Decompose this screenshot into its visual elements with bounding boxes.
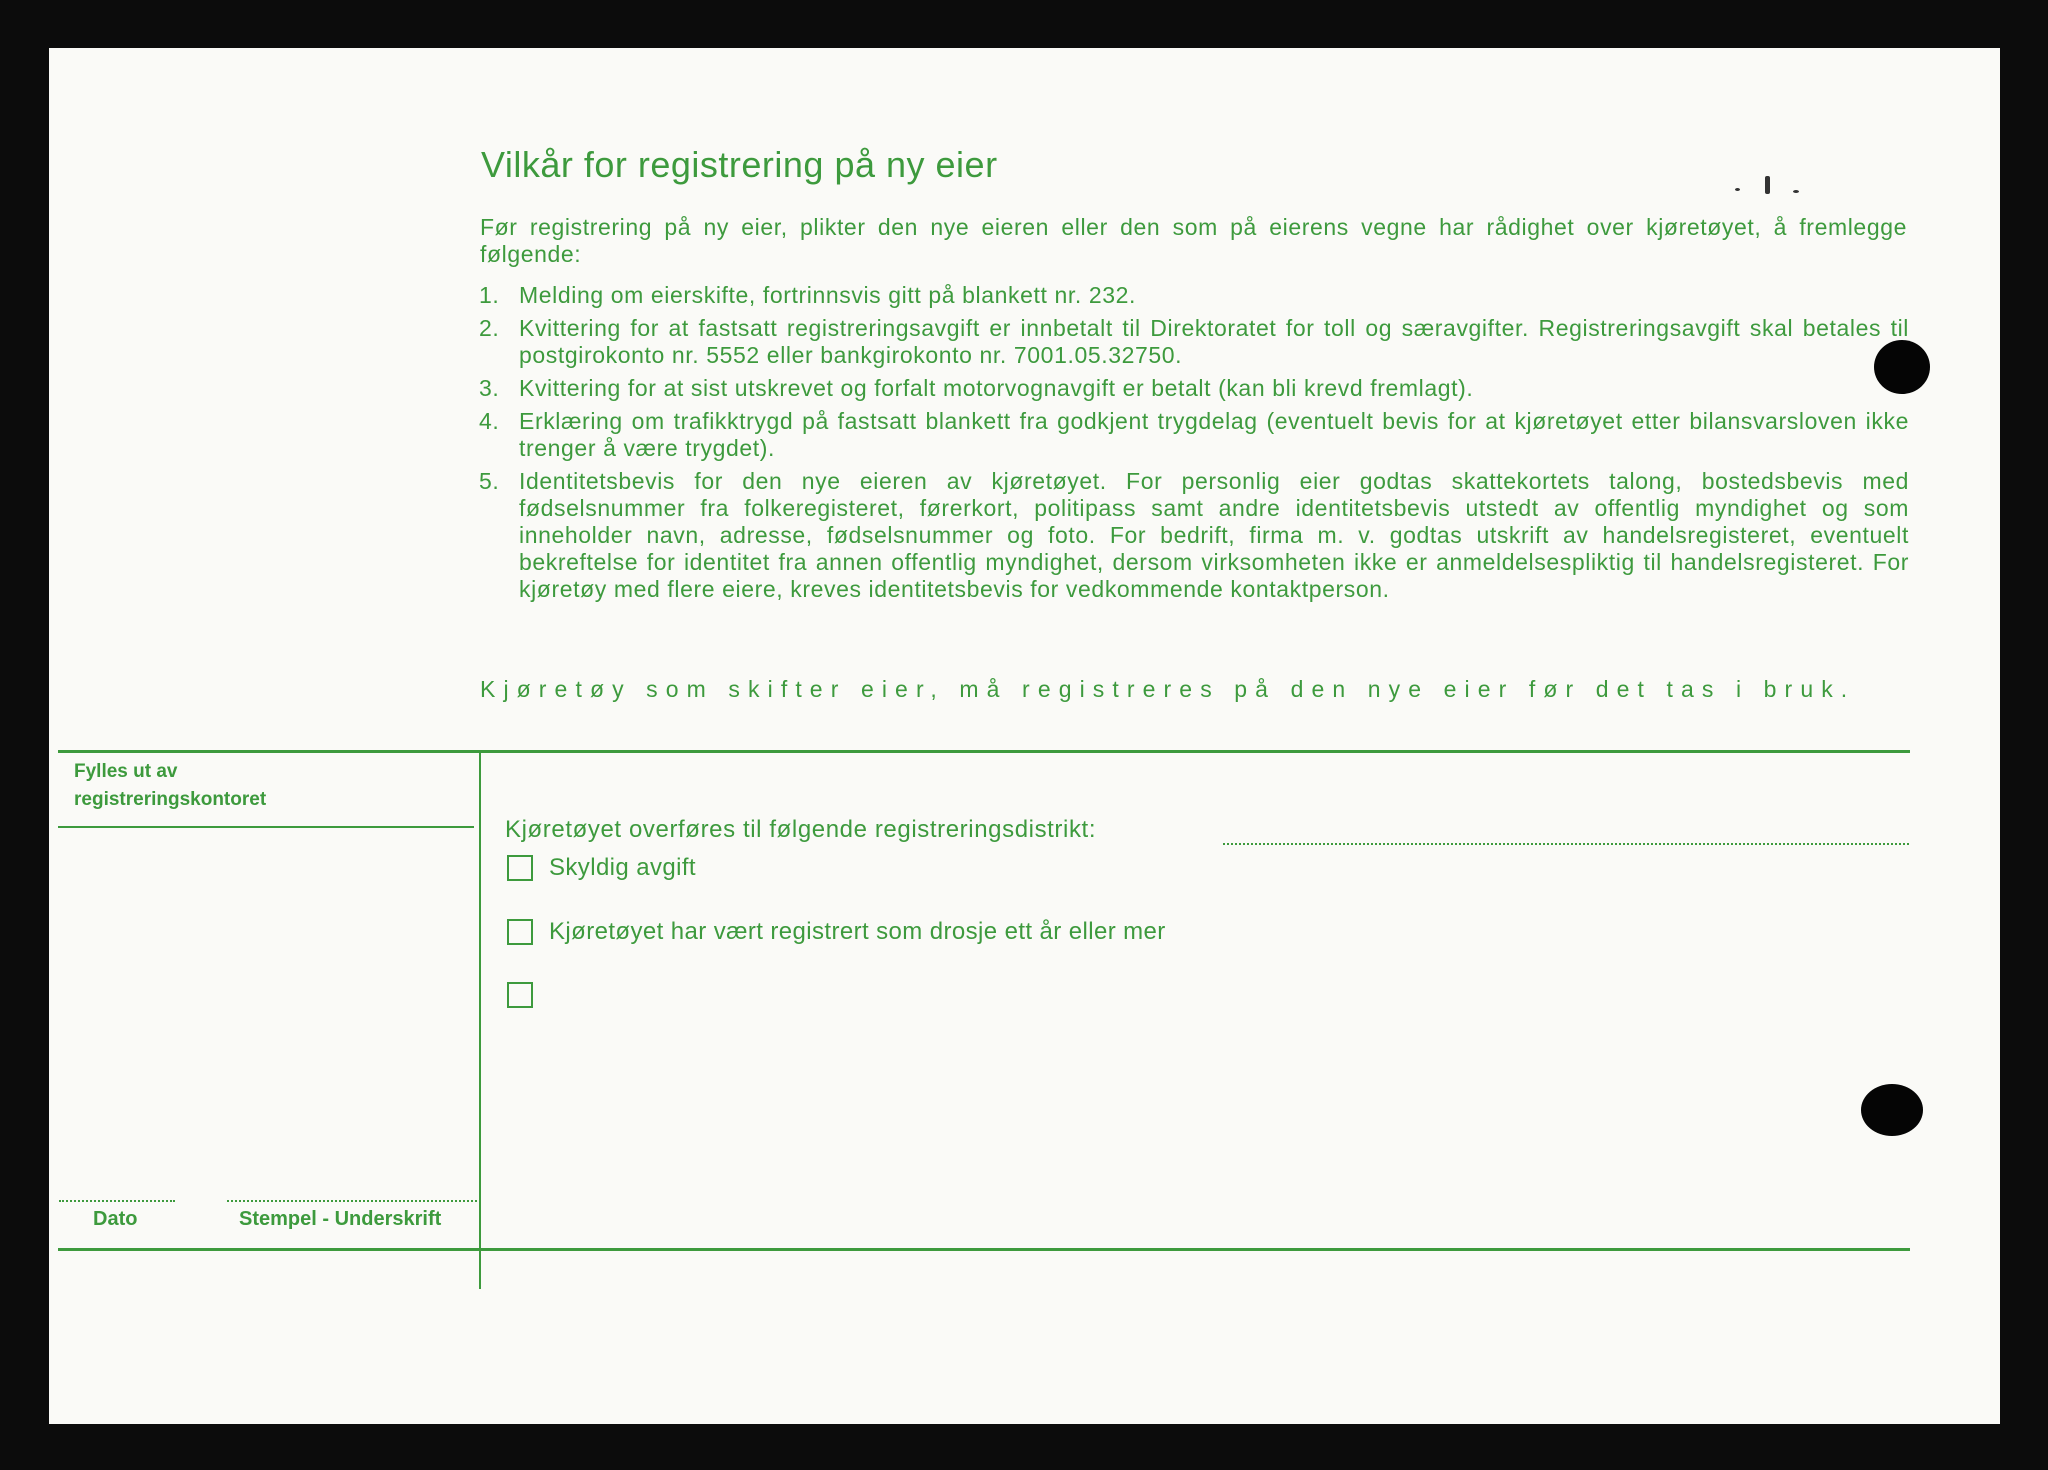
checkbox-row-drosje[interactable] xyxy=(507,918,1166,946)
list-item xyxy=(479,408,1909,462)
list-item-number: 3. xyxy=(479,375,500,401)
checkbox-label: Skyldig avgift xyxy=(549,854,696,881)
stamp-signature-line[interactable] xyxy=(227,1200,477,1202)
date-label: Dato xyxy=(93,1208,138,1230)
column-divider xyxy=(479,751,481,1289)
ink-speck xyxy=(1793,190,1799,193)
office-label-rule xyxy=(58,826,474,828)
office-label-line1: Fylles ut av xyxy=(74,761,178,782)
stamp-label: Stempel - Underskrift xyxy=(239,1208,442,1230)
checkbox[interactable] xyxy=(507,982,533,1008)
punch-hole-upper xyxy=(1874,340,1930,394)
bottom-rule xyxy=(58,1248,1910,1251)
list-item-text: Melding om eierskifte, fortrinnsvis gitt på blankett nr. 232. xyxy=(519,282,1136,308)
list-item-text: Kvittering for at fastsatt registreringsavgift er innbetalt til Direktoratet for toll og særavgifter. Registreringsavgift skal betales til postgirokonto nr. 5552 eller bankgirokonto nr. 7001.05.32750. xyxy=(519,315,1909,368)
checkbox-label: Kjøretøyet har vært registrert som drosje ett år eller mer xyxy=(549,918,1166,945)
closing-notice: Kjøretøy som skifter eier, må registreres på den nye eier før det tas i bruk. xyxy=(480,676,1856,702)
list-item-number: 1. xyxy=(479,282,500,308)
list-item xyxy=(479,315,1909,369)
list-item-text: Kvittering for at sist utskrevet og forfalt motorvognavgift er betalt (kan bli krevd fremlagt). xyxy=(519,375,1474,401)
list-item xyxy=(479,468,1909,603)
checkbox[interactable] xyxy=(507,855,533,881)
list-item-number: 4. xyxy=(479,408,500,434)
list-item-text: Erklæring om trafikktrygd på fastsatt blankett fra godkjent trygdelag (eventuelt bevis for at kjøretøyet etter bilansvarsloven ikke trenger å være trygdet). xyxy=(519,408,1909,461)
ink-speck xyxy=(1735,188,1740,191)
office-label xyxy=(74,758,266,814)
list-item xyxy=(479,375,1909,402)
list-item-text: Identitetsbevis for den nye eieren av kjøretøyet. For personlig eier godtas skattekortets talong, bostedsbevis med fødselsnummer fra folkeregisteret, førerkort, politipass samt andre identitetsbevis utstedt av offentlig myndighet og som inneholder navn, adresse, fødselsnummer og foto. For bedrift, firma m. v. godtas utskrift av handelsregisteret, eventuelt bekreftelse for identitet fra annen offentlig myndighet, dersom virksomheten ikke er anmeldelsespliktig til handelsregisteret. For kjøretøy med flere eiere, kreves identitetsbevis for vedkommende kontaktperson. xyxy=(519,468,1909,602)
office-label-line2: registreringskontoret xyxy=(74,789,267,810)
intro-paragraph: Før registrering på ny eier, plikter den nye eieren eller den som på eierens vegne har rådighet over kjøretøyet, å fremlegge følgende: xyxy=(480,214,1907,267)
punch-hole-lower xyxy=(1861,1084,1923,1136)
district-label: Kjøretøyet overføres til følgende registreringsdistrikt: xyxy=(505,816,1097,843)
district-input-line[interactable] xyxy=(1223,843,1909,845)
date-signature-line[interactable] xyxy=(59,1200,175,1202)
page-title: Vilkår for registrering på ny eier xyxy=(481,144,998,185)
requirements-list xyxy=(479,282,1909,609)
top-rule xyxy=(58,750,1910,753)
list-item xyxy=(479,282,1909,309)
list-item-number: 5. xyxy=(479,468,500,494)
checkbox-row-skyldig-avgift[interactable] xyxy=(507,854,696,882)
checkbox[interactable] xyxy=(507,919,533,945)
checkbox-row-blank[interactable] xyxy=(507,982,549,1008)
ink-speck xyxy=(1765,176,1770,194)
list-item-number: 2. xyxy=(479,315,500,341)
form-card xyxy=(49,48,2000,1424)
